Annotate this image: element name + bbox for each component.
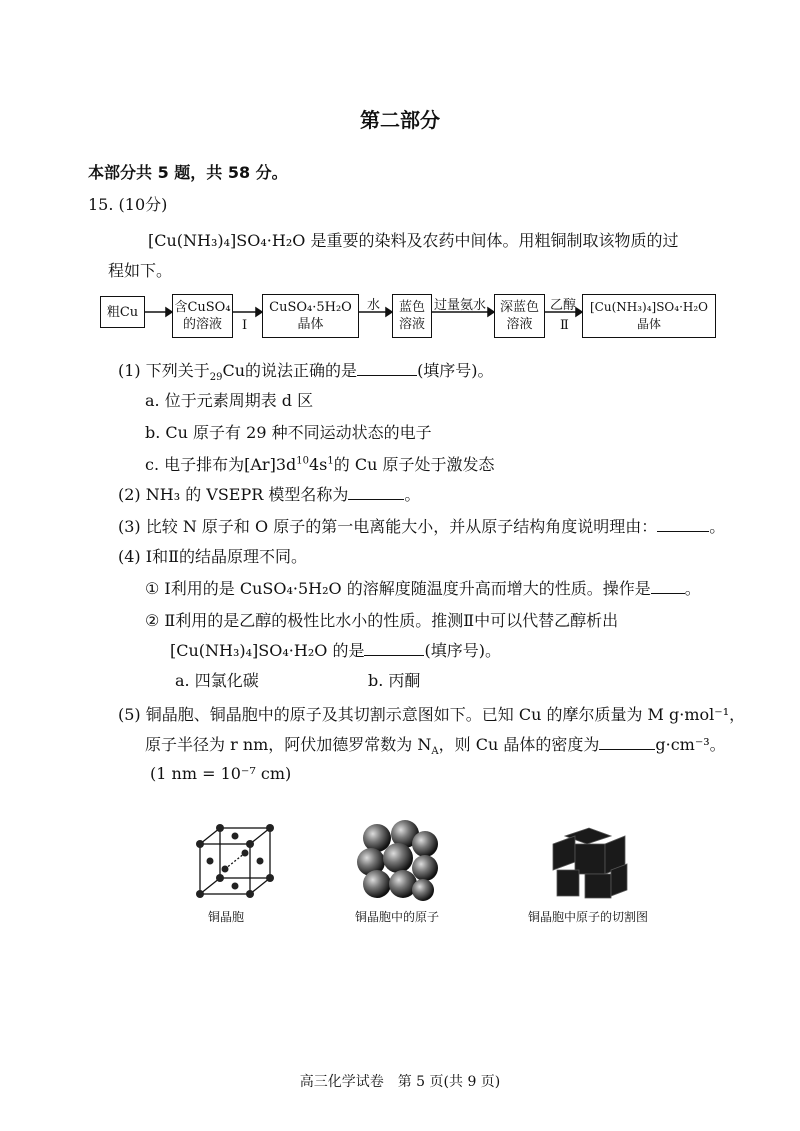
part-3-answer-blank[interactable] (657, 517, 709, 532)
section-title: 第二部分 (360, 108, 440, 132)
flow-box-cuso4-crystal-l2: 晶体 (297, 317, 324, 332)
part-2-stem-a: (2) NH₃ 的 VSEPR 模型名称为 (118, 485, 349, 504)
part-1-option-c (145, 452, 494, 475)
element-symbol: Cu (222, 361, 246, 380)
arrow-label-ethanol: 乙醇 (550, 298, 577, 313)
part-4-sub-1 (145, 576, 701, 599)
figure-caption-atoms: 铜晶胞中的原子 (355, 910, 440, 924)
step-label-1: Ⅰ (242, 318, 248, 333)
part-4-sub-1-b: 。 (684, 579, 701, 598)
flow-box-blue-solution (392, 294, 432, 338)
flow-box-product-crystal-l2: 晶体 (636, 317, 661, 331)
part-4-sub-1-answer-blank[interactable] (651, 579, 685, 594)
arrow-label-excess-ammonia: 过量氨水 (434, 298, 487, 313)
part-5-line-1: (5) 铜晶胞、铜晶胞中的原子及其切割示意图如下。已知 Cu 的摩尔质量为 M g·mol⁻¹， (118, 705, 746, 724)
part-2-stem (118, 482, 420, 505)
part-3-stem (118, 514, 725, 537)
part-1-option-b: b. Cu 原子有 29 种不同运动状态的电子 (145, 423, 432, 442)
intro-text: 是重要的染料及农药中间体。用粗铜制取该物质的过 (310, 231, 679, 250)
figure-caption-unit-cell: 铜晶胞 (208, 910, 245, 924)
part-1-stem-b: 的说法正确的是 (245, 361, 358, 380)
part-5-line-3: (1 nm = 10⁻⁷ cm) (150, 764, 292, 783)
flow-box-crude-cu (100, 296, 145, 328)
part-5-line-2 (145, 732, 726, 758)
part-1-option-a: a. 位于元素周期表 d 区 (145, 391, 314, 410)
copper-atom-cut-figure (545, 818, 635, 904)
part-4-sub-2-c: (填序号)。 (424, 641, 501, 660)
section-intro: 本部分共 5 题，共 58 分。 (88, 163, 288, 182)
part-2-answer-blank[interactable] (348, 485, 404, 500)
flow-box-cuso4-crystal (262, 294, 359, 338)
question-15-intro-cont: 程如下。 (108, 261, 173, 280)
avogadro-subscript: A (431, 746, 439, 758)
flow-box-cuso4-solution (172, 294, 233, 338)
part-4-option-a: a. 四氯化碳 (175, 671, 259, 690)
step-label-2: Ⅱ (560, 318, 569, 333)
flow-box-product-crystal-l1: [Cu(NH₃)₄]SO₄·H₂O (589, 300, 709, 314)
option-c-sup2: 1 (327, 455, 334, 467)
part-4-sub-2-cont (170, 638, 501, 661)
part-5-line-2-c: g·cm⁻³。 (655, 735, 726, 754)
part-1-stem-a: (1) 下列关于 (118, 361, 210, 380)
flow-box-deep-blue-solution-l1: 深蓝色 (499, 300, 539, 315)
part-4-sub-1-a: ① Ⅰ利用的是 CuSO₄·5H₂O 的溶解度随温度升高而增大的性质。操作是 (145, 579, 651, 598)
part-1-stem-c: (填序号)。 (417, 361, 494, 380)
part-5-line-2-b: ，则 Cu 晶体的密度为 (438, 735, 600, 754)
flow-box-cuso4-solution-l2: 的溶液 (182, 317, 222, 332)
option-c-mid: 4s (308, 455, 328, 474)
part-4-option-b: b. 丙酮 (368, 671, 421, 690)
flow-box-deep-blue-solution-l2: 溶液 (506, 317, 533, 332)
question-15-header: 15. (10分) (88, 195, 168, 214)
flow-box-cuso4-solution-l1: 含CuSO₄ (174, 300, 231, 315)
flow-box-deep-blue-solution (494, 294, 545, 338)
option-c-a: c. 电子排布为[Ar]3d (145, 455, 297, 474)
option-c-sup1: 10 (296, 455, 309, 467)
element-atomic-number: 29 (209, 372, 223, 384)
flow-box-blue-solution-l2: 溶液 (398, 317, 425, 332)
arrow-label-water: 水 (367, 298, 381, 313)
figure-caption-cut: 铜晶胞中原子的切割图 (528, 910, 649, 924)
part-1-answer-blank[interactable] (357, 361, 417, 376)
part-4-sub-2-b: [Cu(NH₃)₄]SO₄·H₂O 的是 (170, 641, 365, 660)
part-2-stem-b: 。 (404, 485, 421, 504)
part-5-line-2-a: 原子半径为 r nm，阿伏加德罗常数为 N (145, 735, 432, 754)
flow-box-crude-cu-label: 粗Cu (106, 304, 139, 320)
copper-atoms-figure (355, 818, 441, 904)
flow-box-blue-solution-l1: 蓝色 (398, 300, 425, 315)
option-c-b: 的 Cu 原子处于激发态 (333, 455, 495, 474)
part-5-answer-blank[interactable] (599, 735, 655, 750)
page-footer: 高三化学试卷 第 5 页(共 9 页) (299, 1074, 501, 1090)
part-3-stem-b: 。 (709, 517, 726, 536)
part-1-stem (118, 358, 494, 384)
part-4-sub-2: ② Ⅱ利用的是乙醇的极性比水小的性质。推测Ⅱ中可以代替乙醇析出 (145, 611, 619, 630)
copper-unit-cell-figure (190, 820, 280, 900)
intro-formula: [Cu(NH₃)₄]SO₄·H₂O (148, 231, 306, 250)
part-3-stem-a: (3) 比较 N 原子和 O 原子的第一电离能大小，并从原子结构角度说明理由： (118, 517, 658, 536)
flow-box-product-crystal (582, 294, 716, 338)
part-4-stem: (4) Ⅰ和Ⅱ的结晶原理不同。 (118, 547, 307, 566)
part-4-sub-2-answer-blank[interactable] (364, 641, 424, 656)
flow-box-cuso4-crystal-l1: CuSO₄·5H₂O (269, 300, 352, 315)
